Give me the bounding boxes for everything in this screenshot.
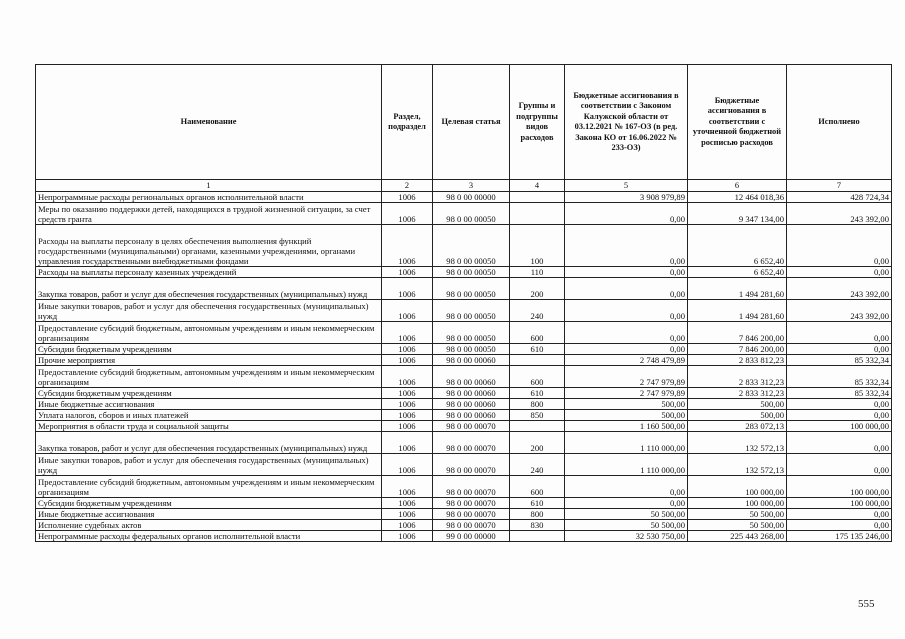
row-name: Закупка товаров, работ и услуг для обеспечения государственных (муниципальных) нужд [36, 432, 382, 454]
row-section: 1006 [382, 225, 433, 267]
table-row [36, 278, 892, 300]
column-number: 1 [36, 180, 382, 192]
row-section: 1006 [382, 322, 433, 344]
column-number: 3 [433, 180, 510, 192]
row-executed-amount: 0,00 [787, 267, 892, 278]
row-law-amount: 1 110 000,00 [565, 454, 688, 476]
row-law-amount: 1 160 500,00 [565, 421, 688, 432]
row-type [510, 192, 565, 203]
row-target: 98 0 00 00060 [433, 399, 510, 410]
header-groups: Группы и подгруппы видов расходов [510, 65, 565, 180]
column-number: 6 [688, 180, 787, 192]
row-refined-amount: 500,00 [688, 399, 787, 410]
row-section: 1006 [382, 421, 433, 432]
row-law-amount: 0,00 [565, 225, 688, 267]
row-target: 98 0 00 00050 [433, 322, 510, 344]
row-name: Иные бюджетные ассигнования [36, 399, 382, 410]
row-refined-amount: 6 652,40 [688, 225, 787, 267]
row-section: 1006 [382, 355, 433, 366]
row-type: 850 [510, 410, 565, 421]
row-type [510, 203, 565, 225]
row-target: 98 0 00 00050 [433, 267, 510, 278]
column-number-row [36, 180, 892, 192]
row-section: 1006 [382, 344, 433, 355]
budget-table [35, 64, 892, 542]
row-refined-amount: 50 500,00 [688, 509, 787, 520]
row-name: Непрограммные расходы региональных органов исполнительной власти [36, 192, 382, 203]
row-type [510, 355, 565, 366]
column-number: 7 [787, 180, 892, 192]
row-name: Закупка товаров, работ и услуг для обеспечения государственных (муниципальных) нужд [36, 278, 382, 300]
row-law-amount: 0,00 [565, 278, 688, 300]
row-law-amount: 0,00 [565, 498, 688, 509]
table-row [36, 388, 892, 399]
table-row [36, 421, 892, 432]
row-type: 610 [510, 344, 565, 355]
row-refined-amount: 132 572,13 [688, 432, 787, 454]
row-executed-amount: 85 332,34 [787, 388, 892, 399]
row-target: 98 0 00 00050 [433, 344, 510, 355]
table-row [36, 366, 892, 388]
row-type: 240 [510, 454, 565, 476]
table-row [36, 476, 892, 498]
header-section: Раздел, подраздел [382, 65, 433, 180]
row-executed-amount: 0,00 [787, 225, 892, 267]
row-type: 600 [510, 322, 565, 344]
row-executed-amount: 243 392,00 [787, 300, 892, 322]
row-type: 610 [510, 388, 565, 399]
table-header-row [36, 65, 892, 180]
row-executed-amount: 428 724,34 [787, 192, 892, 203]
row-law-amount: 3 908 979,89 [565, 192, 688, 203]
row-law-amount: 0,00 [565, 322, 688, 344]
row-target: 98 0 00 00000 [433, 192, 510, 203]
row-target: 98 0 00 00070 [433, 498, 510, 509]
row-executed-amount: 0,00 [787, 410, 892, 421]
row-section: 1006 [382, 509, 433, 520]
column-number: 5 [565, 180, 688, 192]
row-target: 98 0 00 00050 [433, 278, 510, 300]
row-type: 100 [510, 225, 565, 267]
row-type: 110 [510, 267, 565, 278]
row-law-amount: 32 530 750,00 [565, 531, 688, 542]
row-refined-amount: 2 833 812,23 [688, 355, 787, 366]
row-refined-amount: 100 000,00 [688, 476, 787, 498]
row-executed-amount: 0,00 [787, 520, 892, 531]
table-row [36, 225, 892, 267]
row-law-amount: 0,00 [565, 203, 688, 225]
row-refined-amount: 50 500,00 [688, 520, 787, 531]
row-type: 610 [510, 498, 565, 509]
row-section: 1006 [382, 278, 433, 300]
row-executed-amount: 0,00 [787, 399, 892, 410]
row-type: 240 [510, 300, 565, 322]
row-target: 98 0 00 00060 [433, 410, 510, 421]
row-refined-amount: 100 000,00 [688, 498, 787, 509]
row-refined-amount: 12 464 018,36 [688, 192, 787, 203]
row-executed-amount: 0,00 [787, 344, 892, 355]
row-target: 98 0 00 00070 [433, 476, 510, 498]
row-target: 98 0 00 00070 [433, 421, 510, 432]
row-refined-amount: 2 833 312,23 [688, 388, 787, 399]
row-type: 600 [510, 366, 565, 388]
row-section: 1006 [382, 476, 433, 498]
header-target: Целевая статья [433, 65, 510, 180]
row-law-amount: 50 500,00 [565, 509, 688, 520]
row-target: 98 0 00 00070 [433, 432, 510, 454]
row-law-amount: 2 747 979,89 [565, 388, 688, 399]
table-row [36, 454, 892, 476]
row-target: 98 0 00 00070 [433, 454, 510, 476]
row-target: 98 0 00 00060 [433, 366, 510, 388]
row-type: 800 [510, 509, 565, 520]
table-row [36, 520, 892, 531]
row-executed-amount: 243 392,00 [787, 203, 892, 225]
row-section: 1006 [382, 203, 433, 225]
row-refined-amount: 7 846 200,00 [688, 344, 787, 355]
row-section: 1006 [382, 399, 433, 410]
row-law-amount: 500,00 [565, 410, 688, 421]
row-name: Исполнение судебных актов [36, 520, 382, 531]
row-name: Субсидии бюджетным учреждениям [36, 498, 382, 509]
row-executed-amount: 243 392,00 [787, 278, 892, 300]
row-target: 98 0 00 00060 [433, 355, 510, 366]
row-target: 99 0 00 00000 [433, 531, 510, 542]
row-refined-amount: 500,00 [688, 410, 787, 421]
column-number: 2 [382, 180, 433, 192]
row-type: 830 [510, 520, 565, 531]
row-name: Субсидии бюджетным учреждениям [36, 344, 382, 355]
row-executed-amount: 85 332,34 [787, 355, 892, 366]
row-section: 1006 [382, 498, 433, 509]
row-name: Непрограммные расходы федеральных органов исполнительной власти [36, 531, 382, 542]
row-section: 1006 [382, 531, 433, 542]
row-name: Предоставление субсидий бюджетным, автономным учреждениям и иным некоммерческим организациям [36, 476, 382, 498]
row-section: 1006 [382, 410, 433, 421]
row-executed-amount: 175 135 246,00 [787, 531, 892, 542]
row-executed-amount: 0,00 [787, 322, 892, 344]
row-section: 1006 [382, 432, 433, 454]
row-refined-amount: 283 072,13 [688, 421, 787, 432]
row-law-amount: 0,00 [565, 344, 688, 355]
row-name: Прочие мероприятия [36, 355, 382, 366]
table-row [36, 410, 892, 421]
row-type: 600 [510, 476, 565, 498]
row-target: 98 0 00 00060 [433, 388, 510, 399]
header-law: Бюджетные ассигнования в соответствии с Законом Калужской области от 03.12.2021 № 167-ОЗ (в ред. Закона КО от 16.06.2022 № 233-ОЗ) [565, 65, 688, 180]
row-name: Предоставление субсидий бюджетным, автономным учреждениям и иным некоммерческим организациям [36, 366, 382, 388]
row-refined-amount: 6 652,40 [688, 267, 787, 278]
header-executed: Исполнено [787, 65, 892, 180]
header-refined: Бюджетные ассигнования в соответствии с уточненной бюджетной росписью расходов [688, 65, 787, 180]
table-row [36, 300, 892, 322]
row-refined-amount: 225 443 268,00 [688, 531, 787, 542]
row-section: 1006 [382, 192, 433, 203]
row-name: Иные закупки товаров, работ и услуг для обеспечения государственных (муниципальных) нужд [36, 454, 382, 476]
table-row [36, 344, 892, 355]
row-section: 1006 [382, 388, 433, 399]
row-law-amount: 50 500,00 [565, 520, 688, 531]
row-law-amount: 0,00 [565, 300, 688, 322]
row-refined-amount: 2 833 312,23 [688, 366, 787, 388]
column-number: 4 [510, 180, 565, 192]
row-law-amount: 0,00 [565, 267, 688, 278]
row-type: 200 [510, 432, 565, 454]
row-name: Расходы на выплаты персоналу в целях обеспечения выполнения функций государственными (муниципальными) органами, казенными учреждениями, органами управления государственными внебюджетными фондами [36, 225, 382, 267]
table-row [36, 399, 892, 410]
row-executed-amount: 0,00 [787, 509, 892, 520]
row-name: Меры по оказанию поддержки детей, находящихся в трудной жизненной ситуации, за счет средств гранта [36, 203, 382, 225]
row-law-amount: 2 748 479,89 [565, 355, 688, 366]
row-name: Мероприятия в области труда и социальной защиты [36, 421, 382, 432]
row-executed-amount: 100 000,00 [787, 476, 892, 498]
row-law-amount: 2 747 979,89 [565, 366, 688, 388]
header-name: Наименование [36, 65, 382, 180]
row-executed-amount: 0,00 [787, 432, 892, 454]
row-name: Предоставление субсидий бюджетным, автономным учреждениям и иным некоммерческим организациям [36, 322, 382, 344]
row-name: Иные закупки товаров, работ и услуг для обеспечения государственных (муниципальных) нужд [36, 300, 382, 322]
row-name: Иные бюджетные ассигнования [36, 509, 382, 520]
row-type [510, 421, 565, 432]
row-law-amount: 500,00 [565, 399, 688, 410]
row-target: 98 0 00 00050 [433, 203, 510, 225]
table-row [36, 355, 892, 366]
row-target: 98 0 00 00070 [433, 509, 510, 520]
row-target: 98 0 00 00070 [433, 520, 510, 531]
row-name: Субсидии бюджетным учреждениям [36, 388, 382, 399]
table-row [36, 322, 892, 344]
row-section: 1006 [382, 366, 433, 388]
row-refined-amount: 132 572,13 [688, 454, 787, 476]
row-name: Расходы на выплаты персоналу казенных учреждений [36, 267, 382, 278]
row-executed-amount: 85 332,34 [787, 366, 892, 388]
row-refined-amount: 1 494 281,60 [688, 278, 787, 300]
table-row [36, 203, 892, 225]
row-refined-amount: 1 494 281,60 [688, 300, 787, 322]
row-executed-amount: 0,00 [787, 454, 892, 476]
row-law-amount: 0,00 [565, 476, 688, 498]
row-type: 200 [510, 278, 565, 300]
row-section: 1006 [382, 300, 433, 322]
table-row [36, 509, 892, 520]
table-row [36, 267, 892, 278]
row-section: 1006 [382, 267, 433, 278]
row-executed-amount: 100 000,00 [787, 421, 892, 432]
row-law-amount: 1 110 000,00 [565, 432, 688, 454]
row-executed-amount: 100 000,00 [787, 498, 892, 509]
row-name: Уплата налогов, сборов и иных платежей [36, 410, 382, 421]
row-section: 1006 [382, 454, 433, 476]
table-row [36, 192, 892, 203]
row-refined-amount: 7 846 200,00 [688, 322, 787, 344]
row-type [510, 531, 565, 542]
table-row [36, 531, 892, 542]
row-type: 800 [510, 399, 565, 410]
row-target: 98 0 00 00050 [433, 300, 510, 322]
row-target: 98 0 00 00050 [433, 225, 510, 267]
table-row [36, 498, 892, 509]
page-number: 555 [858, 598, 875, 610]
row-section: 1006 [382, 520, 433, 531]
table-row [36, 432, 892, 454]
row-refined-amount: 9 347 134,00 [688, 203, 787, 225]
